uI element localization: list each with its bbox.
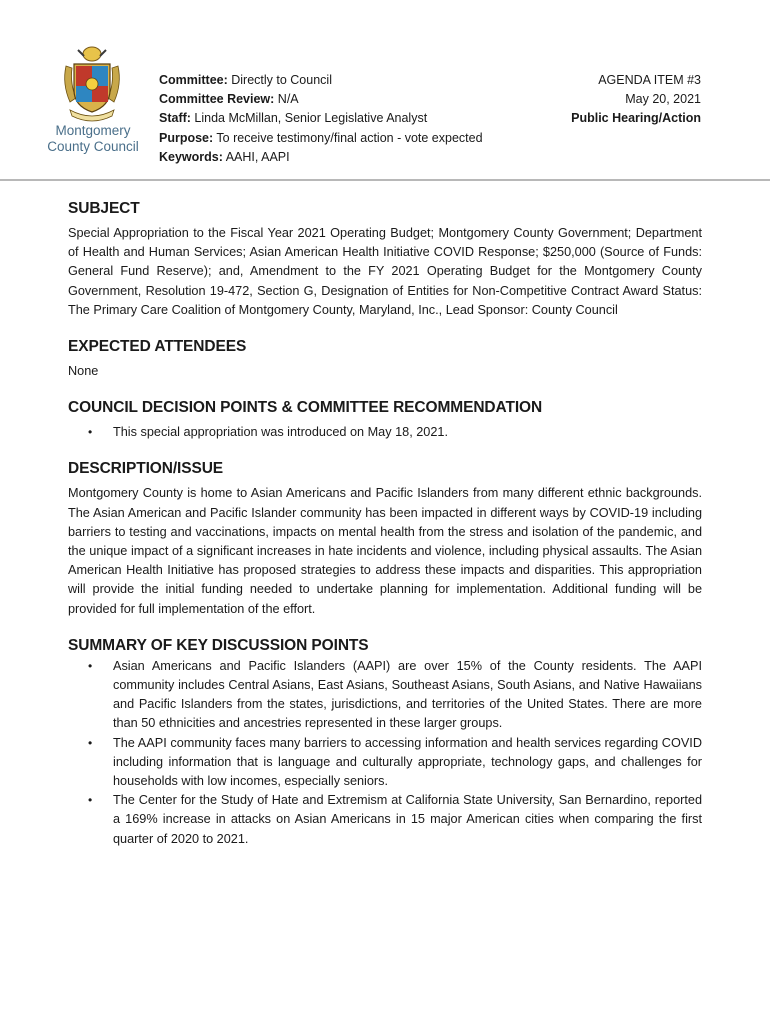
- summary-section: [68, 637, 702, 849]
- staff-line: [159, 109, 483, 128]
- document-header: [0, 0, 770, 180]
- keywords-line: [159, 148, 483, 167]
- subject-section: [68, 200, 702, 320]
- description-section: [68, 460, 702, 618]
- list-item-text: The AAPI community faces many barriers to accessing information and health services regarding COVID including information that is language and culturally appropriate, technology gaps, and challenges for households with low incomes, especially seniors.: [113, 735, 702, 789]
- organization-name-line1: Montgomery: [55, 123, 131, 138]
- bullet-icon: •: [88, 735, 93, 750]
- committee-label: Committee:: [159, 73, 228, 87]
- meeting-metadata: [159, 71, 483, 167]
- bullet-icon: •: [88, 793, 93, 808]
- hearing-type: Public Hearing/Action: [571, 111, 701, 126]
- keywords-value: AAHI, AAPI: [222, 149, 290, 164]
- list-item-text: This special appropriation was introduced on May 18, 2021.: [113, 425, 449, 440]
- review-value: N/A: [274, 92, 299, 107]
- decision-heading: COUNCIL DECISION POINTS & COMMITTEE RECOMMENDATION: [68, 399, 543, 417]
- summary-heading: SUMMARY OF KEY DISCUSSION POINTS: [68, 636, 369, 654]
- attendees-section: [68, 338, 702, 381]
- bullet-icon: •: [88, 658, 93, 673]
- county-seal-icon: [56, 44, 128, 124]
- organization-name-line2: County Council: [47, 139, 139, 154]
- purpose-value: To receive testimony/final action - vote expected: [213, 130, 483, 145]
- list-item-text: Asian Americans and Pacific Islanders (AAPI) are over 15% of the County residents. The AAPI community includes Central Asians, East Asians, Southeast Asians, South Asians, and Native Hawaiians and Pacific Islanders from the states, jurisdictions, and territories of the United States. There are more than 50 ethnicities and ancestries represented in these larger groups.: [113, 658, 702, 731]
- description-heading: DESCRIPTION/ISSUE: [68, 460, 224, 478]
- list-item: [68, 657, 702, 734]
- keywords-label: Keywords:: [159, 149, 223, 164]
- document-body: [68, 200, 702, 867]
- decision-list: [68, 423, 702, 442]
- subject-text: Special Appropriation to the Fiscal Year 2021 Operating Budget; Montgomery County Government; Department of Health and Human Services; Asian American Health Initiative COVID Response; $250,000 (Source of Funds: General Fund Reserve); and, Amendment to the FY 2021 Operating Budget for the Montgomery County Government, Resolution 19-472, Section G, Designation of Entities for Non-Competitive Contract Award Status: The Primary Care Coalition of Montgomery County, Maryland, Inc., Lead Sponsor: County Council: [68, 226, 702, 317]
- list-item: [68, 791, 702, 849]
- subject-heading: SUBJECT: [68, 200, 140, 217]
- organization-name: [40, 123, 146, 155]
- committee-value: Directly to Council: [227, 73, 332, 87]
- staff-value: Linda McMillan, Senior Legislative Analyst: [190, 111, 428, 126]
- purpose-line: [159, 129, 483, 148]
- meeting-date: May 20, 2021: [625, 92, 701, 107]
- review-line: [159, 90, 483, 109]
- header-divider: [0, 179, 770, 181]
- decision-section: [68, 399, 702, 442]
- review-label: Committee Review:: [159, 92, 275, 107]
- summary-list: [68, 657, 702, 849]
- bullet-icon: •: [88, 425, 93, 440]
- agenda-info: [571, 71, 701, 129]
- list-item-text: The Center for the Study of Hate and Extremism at California State University, San Bernardino, reported a 169% increase in attacks on Asian Americans in 15 major American cities when comparing the first quarter of 2020 to 2021.: [113, 793, 702, 846]
- purpose-label: Purpose:: [159, 130, 214, 145]
- staff-label: Staff:: [159, 111, 191, 126]
- attendees-text: None: [68, 364, 99, 379]
- list-item: [68, 423, 702, 442]
- attendees-heading: EXPECTED ATTENDEES: [68, 338, 247, 356]
- agenda-item-number: AGENDA ITEM #3: [598, 73, 701, 87]
- committee-line: [159, 71, 483, 90]
- description-text: Montgomery County is home to Asian Americans and Pacific Islanders from many different ethnic backgrounds. The Asian American and Pacific Islander community has been impacted in different ways by COVID-19 including barriers to testing and vaccinations, impacts on mental health from the stress and isolation of the pandemic, and the unique impact of a significant increases in hate incidents and violence, including physical assaults. The Asian American Health Initiative has proposed strategies to address these impacts and disparities. This appropriation will provide the initial funding needed to undertake planning for implementation. Additional funding will be provided for full implementation of the effort.: [68, 486, 702, 616]
- list-item: [68, 734, 702, 792]
